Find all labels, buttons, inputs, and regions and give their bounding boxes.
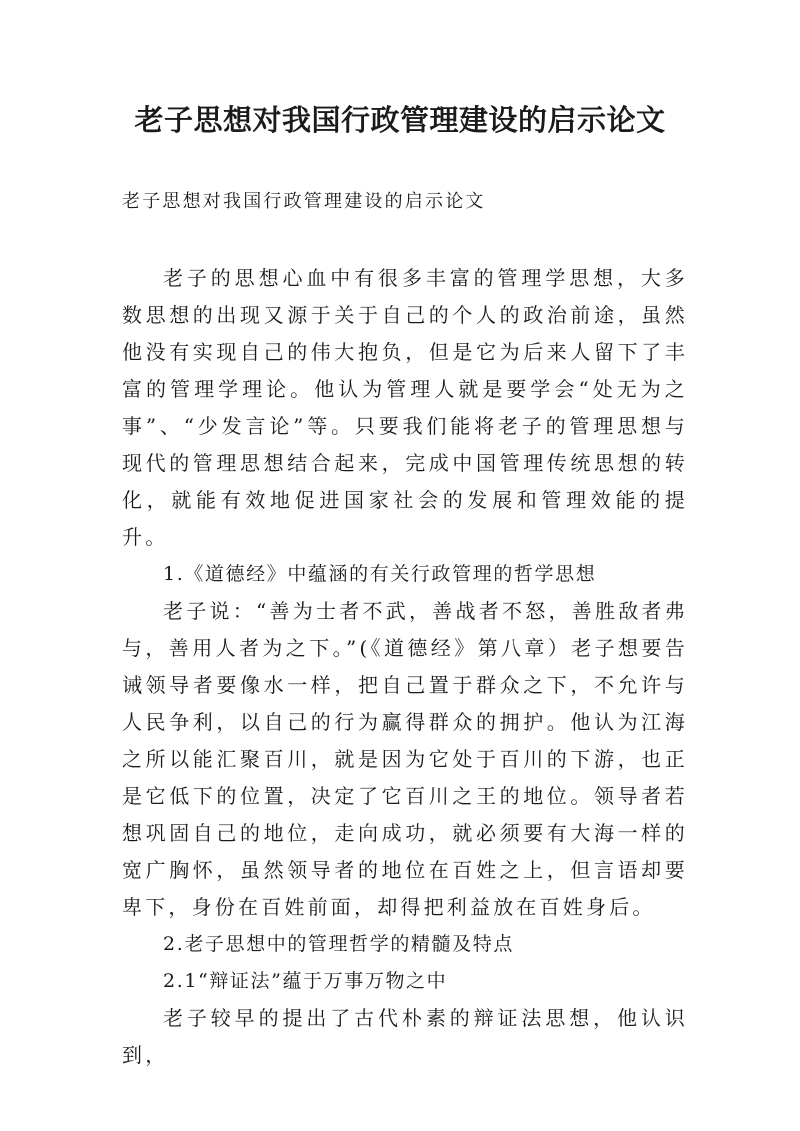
section-2-heading: 2.老子思想中的管理哲学的精髓及特点 xyxy=(163,933,514,955)
intro-paragraph: 老子的思想心血中有很多丰富的管理学思想，大多数思想的出现又源于关于自己的个人的政治前途，虽然他没有实现自己的伟大抱负，但是它为后来人留下了丰富的管理学理论。他认为管理人就是要学会“处无为之事”、“少发言论”等。只要我们能将老子的管理思想与现代的管理思想结合起来，完成中国管理传统思想的转化，就能有效地促进国家社会的发展和管理效能的提升。 xyxy=(122,266,688,549)
section-2-1-heading: 2.1“辩证法”蕴于万事万物之中 xyxy=(163,970,448,992)
document-body xyxy=(122,260,688,1074)
section-1-heading: 1.《道德经》中蕴涵的有关行政管理的哲学思想 xyxy=(163,563,597,585)
document-subtitle: 老子思想对我国行政管理建设的启示论文 xyxy=(122,191,486,212)
section-2-1-paragraph: 老子较早的提出了古代朴素的辩证法思想，他认识到， xyxy=(122,1006,688,1067)
document-title: 老子思想对我国行政管理建设的启示论文 xyxy=(134,103,666,137)
section-1-paragraph: 老子说：“善为士者不武，善战者不怒，善胜敌者弗与，善用人者为之下。”(《道德经》第八章）老子想要告诫领导者要像水一样，把自己置于群众之下，不允许与人民争利，以自己的行为赢得群众的拥护。他认为江海之所以能汇聚百川，就是因为它处于百川的下游，也正是它低下的位置，决定了它百川之王的地位。领导者若想巩固自己的地位，走向成功，就必须要有大海一样的宽广胸怀，虽然领导者的地位在百姓之上，但言语却要卑下，身份在百姓前面，却得把利益放在百姓身后。 xyxy=(122,599,688,919)
